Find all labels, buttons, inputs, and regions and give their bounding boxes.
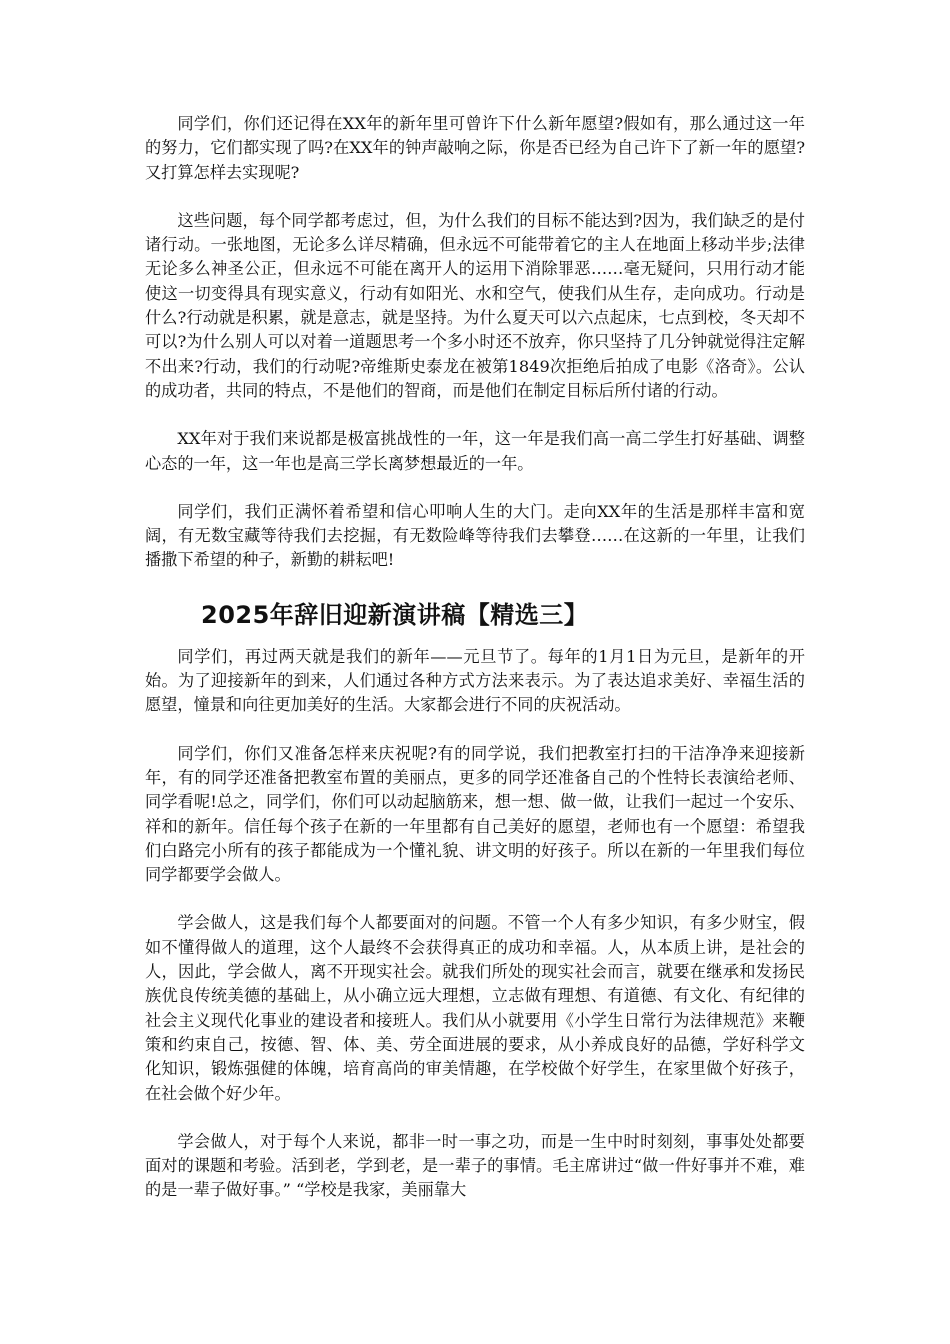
paragraph-celebration: 同学们，你们又准备怎样来庆祝呢?有的同学说，我们把教室打扫的干洁净净来迎接新年，有的同学还准备把教室布置的美丽点，更多的同学还准备自己的个性特长表演给老师、同学看呢!总之，同学们，你们可以动起脑筋来，想一想、做一做，让我们一起过一个安乐、祥和的新年。信任每个孩子在新的一年里都有自己美好的愿望，老师也有一个愿望：希望我们白路完小所有的孩子都能成为一个懂礼貌、讲文明的好孩子。所以在新的一年里我们每位同学都要学会做人。: [145, 743, 805, 885]
paragraph-learn-to-be-a-person: 学会做人，这是我们每个人都要面对的问题。不管一个人有多少知识，有多少财宝，假如不懂得做人的道理，这个人最终不会获得真正的成功和幸福。人，从本质上讲，是社会的人，因此，学会做人，离不开现实社会。就我们所处的现实社会而言，就要在继承和发扬民族优良传统美德的基础上，从小确立远大理想，立志做有理想、有道德、有文化、有纪律的社会主义现代化事业的建设者和接班人。我们从小就要用《小学生日常行为法律规范》来鞭策和约束自己，按德、智、体、美、劳全面进展的要求，从小养成良好的品德，学好科学文化知识，锻炼强健的体魄，培育高尚的审美情趣，在学校做个好学生，在家里做个好孩子，在社会做个好少年。: [145, 913, 805, 1103]
paragraph-challenging-year: XX年对于我们来说都是极富挑战性的一年，这一年是我们高一高二学生打好基础、调整心态的一年，这一年也是高三学长离梦想最近的一年。: [145, 429, 805, 473]
paragraph-lifelong-task: 学会做人，对于每个人来说，都非一时一事之功，而是一生中时时刻刻，事事处处都要面对的课题和考验。活到老，学到老，是一辈子的事情。毛主席讲过“做一件好事并不难，难的是一辈子做好事。” “学校是我家，美丽靠大: [145, 1131, 805, 1200]
paragraph-take-action: 这些问题，每个同学都考虑过，但，为什么我们的目标不能达到?因为，我们缺乏的是付诸行动。一张地图，无论多么详尽精确，但永远不可能带着它的主人在地面上移动半步;法律无论多么神圣公正，但永远不可能在离开人的运用下消除罪恶……毫无疑问，只用行动才能使这一切变得具有现实意义，行动有如阳光、水和空气，使我们从生存，走向成功。行动是什么?行动就是积累，就是意志，就是坚持。为什么夏天可以六点起床，七点到校，冬天却不可以?为什么别人可以对着一道题思考一个多小时还不放弃，你只坚持了几分钟就觉得注定解不出来?行动，我们的行动呢?帝维斯史泰龙在被第1849次拒绝后拍成了电影《洛奇》。公认的成功者，共同的特点，不是他们的智商，而是他们在制定目标后所付诸的行动。: [145, 210, 805, 400]
paragraph-new-year-day: 同学们，再过两天就是我们的新年——元旦节了。每年的1月1日为元旦，是新年的开始。为了迎接新年的到来，人们通过各种方式方法来表示。为了表达追求美好、幸福生活的愿望，憧景和向往更加美好的生活。大家都会进行不同的庆祝活动。: [145, 646, 805, 715]
paragraph-hope-and-confidence: 同学们，我们正满怀着希望和信心叩响人生的大门。走向XX年的生活是那样丰富和宽阔，有无数宝藏等待我们去挖掘，有无数险峰等待我们去攀登……在这新的一年里，让我们播撒下希望的种子，新勤的耕耘吧!: [145, 501, 805, 570]
section-heading: 2025年辞旧迎新演讲稿【精选三】: [201, 600, 589, 629]
paragraph-new-year-wishes: 同学们，你们还记得在XX年的新年里可曾许下什么新年愿望?假如有，那么通过这一年的努力，它们都实现了吗?在XX年的钟声敲响之际，你是否已经为自己许下了新一年的愿望?又打算怎样去实现呢?: [145, 114, 805, 182]
document-page: [145, 112, 805, 1227]
